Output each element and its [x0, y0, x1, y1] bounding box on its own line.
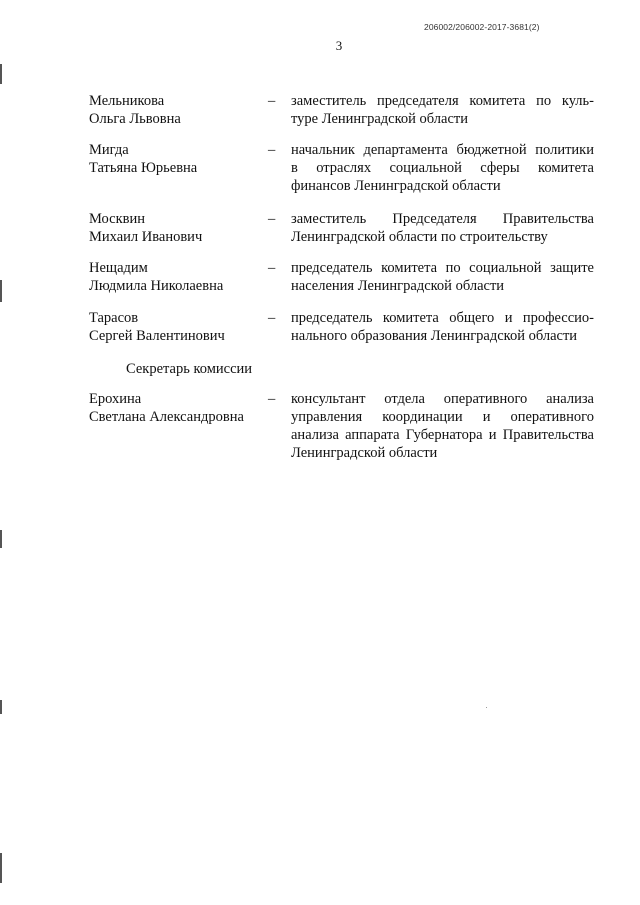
position-line: финансов Ленинградской области: [291, 178, 501, 194]
position-line: консультант отдела оперативного анализа: [291, 391, 594, 407]
position-line: председатель комитета по социальной защите: [291, 260, 594, 276]
member-surname: Мигда: [89, 142, 129, 158]
scan-speck: [486, 707, 487, 708]
member-given-name: Михаил Иванович: [89, 229, 203, 245]
member-position: [291, 210, 594, 246]
member-surname: Нещадим: [89, 260, 148, 276]
member-given-name: Людмила Николаевна: [89, 278, 224, 294]
secretary-heading: Секретарь комиссии: [126, 361, 253, 377]
scan-edge-mark: [0, 853, 2, 883]
scan-edge-mark: [0, 64, 2, 84]
position-line: заместитель Председателя Правительства: [291, 211, 594, 227]
member-position: [291, 141, 594, 195]
position-line: начальник департамента бюджетной политики: [291, 142, 594, 158]
document-id: 206002/206002-2017-3681(2): [424, 22, 540, 32]
position-line: населения Ленинградской области: [291, 278, 505, 294]
dash-separator: –: [268, 391, 276, 407]
position-line: анализа аппарата Губернатора и Правительства: [291, 427, 594, 443]
member-given-name: Татьяна Юрьевна: [89, 160, 198, 176]
dash-separator: –: [268, 142, 276, 158]
position-line: Ленинградской области по строительству: [291, 229, 548, 245]
member-surname: Ерохина: [89, 391, 142, 407]
dash-separator: –: [268, 310, 276, 326]
scan-edge-mark: [0, 700, 2, 714]
member-position: [291, 390, 594, 462]
position-line: председатель комитета общего и профессио-: [291, 310, 594, 326]
member-given-name: Ольга Львовна: [89, 111, 181, 127]
position-line: в отраслях социальной сферы комитета: [291, 160, 594, 176]
member-position: [291, 92, 594, 128]
position-line: нального образования Ленинградской области: [291, 328, 578, 344]
dash-separator: –: [268, 211, 276, 227]
member-position: [291, 259, 594, 295]
member-given-name: Светлана Александровна: [89, 409, 244, 425]
position-line: туре Ленинградской области: [291, 111, 469, 127]
member-position: [291, 309, 594, 345]
member-given-name: Сергей Валентинович: [89, 328, 225, 344]
position-line: заместитель председателя комитета по куль-: [291, 93, 594, 109]
member-surname: Москвин: [89, 211, 145, 227]
dash-separator: –: [268, 93, 276, 109]
scan-edge-mark: [0, 280, 2, 302]
dash-separator: –: [268, 260, 276, 276]
member-surname: Тарасов: [89, 310, 139, 326]
position-line: управления координации и оперативного: [291, 409, 594, 425]
position-line: Ленинградской области: [291, 445, 438, 461]
scan-edge-mark: [0, 530, 2, 548]
page-number: 3: [335, 38, 343, 53]
member-surname: Мельникова: [89, 93, 165, 109]
